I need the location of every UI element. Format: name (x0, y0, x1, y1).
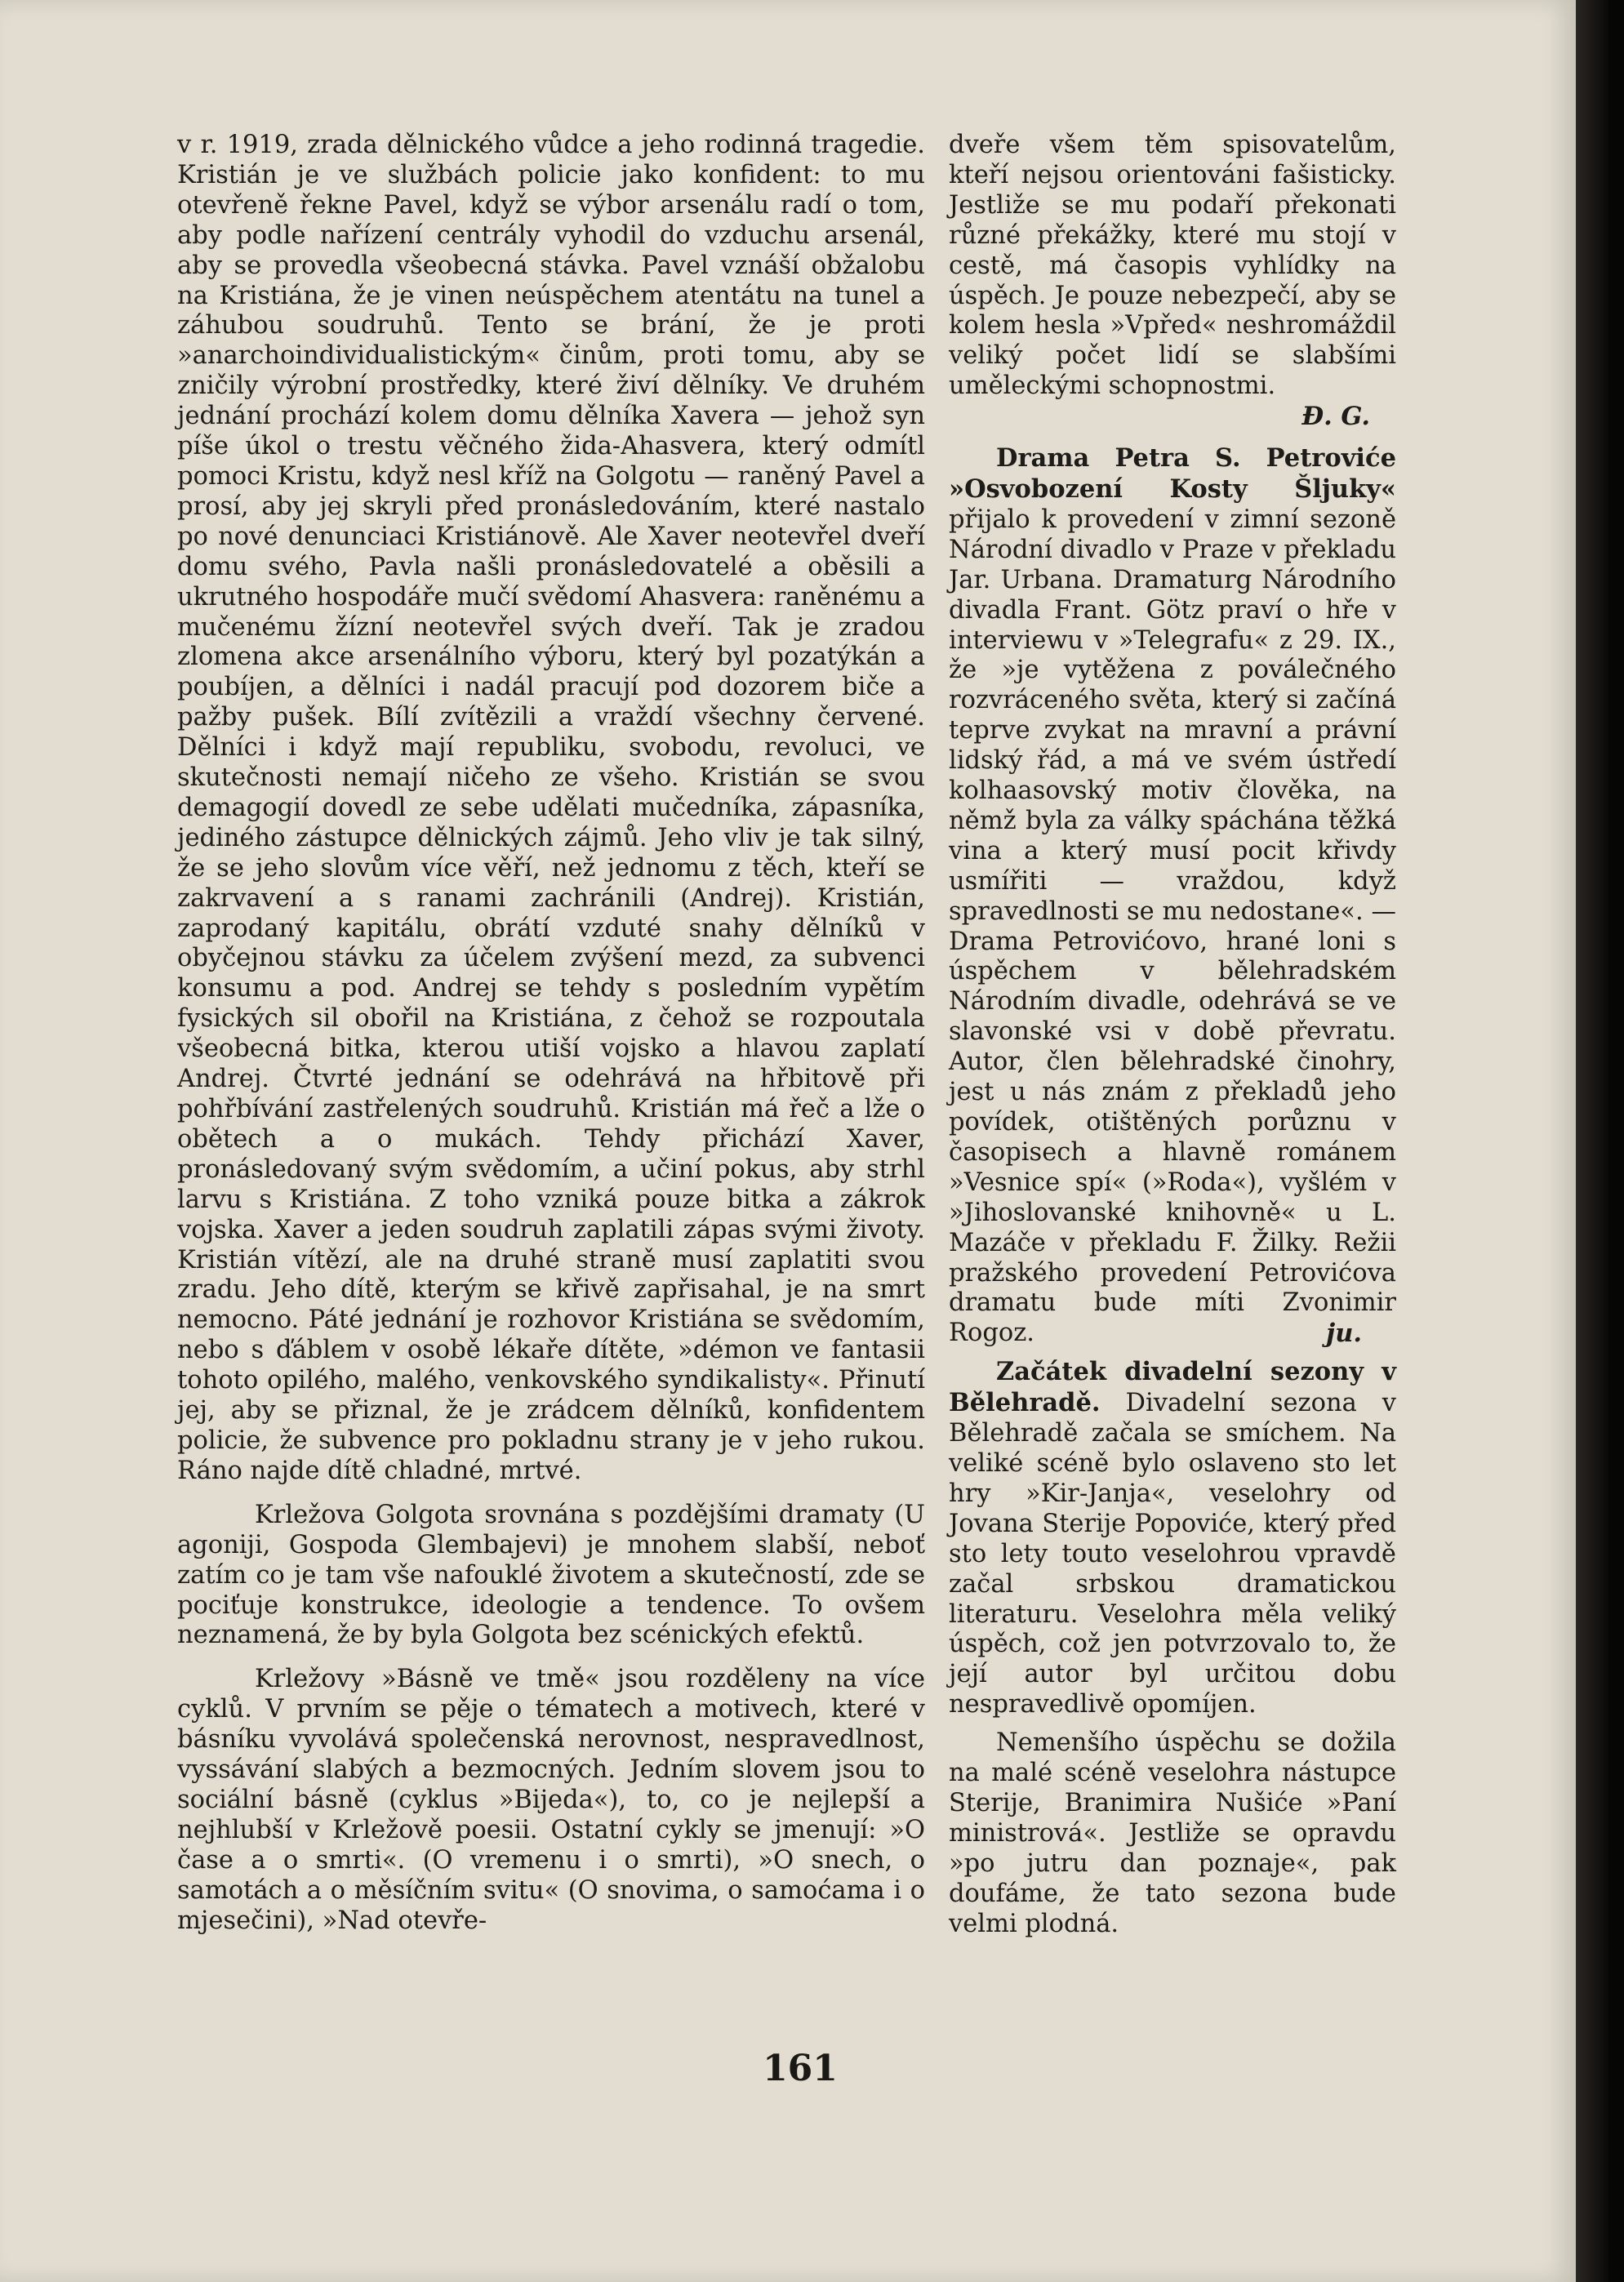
left-paragraph-3: Krležovy »Básně ve tmě« jsou rozděleny na více cyklů. V prvním se pěje o tématech a motivech, které v básníku vyvolává společenská nerovnost, nespravedlnost, vyssávání slabých a bezmocných. Jedním slovem jsou to sociální básně (cyklus »Bijeda«), to, co je nejlepší a nejhlubší v Krležově poesii. Ostatní cykly se jmenují: »O čase a o smrti«. (O vremenu i o smrti), »O snech, o samotách a o měsíčním svitu« (O snovima, o samoćama i o mjesečini), »Nad otevře- (177, 1665, 925, 1935)
book-edge (1576, 0, 1608, 2282)
signature-dg (949, 402, 1396, 432)
right-text-column (949, 131, 1396, 1939)
left-text-column (177, 131, 925, 1936)
page-number: 161 (763, 2048, 838, 2089)
signature-ju: ju. (1326, 1319, 1362, 1349)
drama-paragraph (949, 443, 1396, 1349)
right-continuation-paragraph: dveře všem těm spisovatelům, kteří nejsou orientováni fašisticky. Jestliže se mu podaří překonati různé překážky, které mu stojí v cestě, má časopis vyhlídky na úspěch. Je pouze nebezpečí, aby se kolem hesla »Vpřed« neshromáždil veliký počet lidí se slabšími uměleckými schopnostmi. (949, 131, 1396, 401)
signature-dg-text: Đ. G. (1301, 402, 1370, 432)
drama-heading: Drama Petra S. Petroviće »Osvobození Kosty Šljuky« (949, 443, 1396, 504)
season-paragraph (949, 1357, 1396, 1720)
final-paragraph: Nemenšího úspěchu se dožila na malé scéně veselohra nástupce Sterije, Branimira Nušiće »Paní ministrová«. Jestliže se opravdu »po jutru dan poznaje«, pak doufáme, že tato sezona bude velmi plodná. (949, 1728, 1396, 1938)
left-paragraph-1: v r. 1919, zrada dělnického vůdce a jeho rodinná tragedie. Kristián je ve službách policie jako konfident: to mu otevřeně řekne Pavel, když se výbor arsenálu radí o tom, aby podle nařízení centrály vyhodil do vzduchu arsenál, aby se provedla všeobecná stávka. Pavel vznáší obžalobu na Kristiána, že je vinen neúspěchem atentátu na tunel a záhubou soudruhů. Tento se brání, že je proti »anarchoindividualistickým« činům, proti tomu, aby se zničily výrobní prostředky, které živí dělníky. Ve druhém jednání prochází kolem domu dělníka Xavera — jehož syn píše úkol o trestu věčného žida-Ahasvera, který odmítl pomoci Kristu, když nesl kříž na Golgotu — raněný Pavel a prosí, aby jej skryli před pronásledováním, které nastalo po nové denunciaci Kristiánově. Ale Xaver neotevřel dveří domu svého, Pavla našli pronásledovatelé a oběsili a ukrutného hospodáře mučí svědomí Ahasvera: raněnému a mučenému žízní neotevřel svých dveří. Tak je zradou zlomena akce arsenálního výboru, který byl pozatýkán a poubíjen, a dělníci i nadál pracují pod dozorem biče a pažby pušek. Bílí zvítězili a vraždí všechny červené. Dělníci i když mají republiku, svobodu, revoluci, ve skutečnosti nemají ničeho ze všeho. Kristián se svou demagogií dovedl ze sebe udělati mučedníka, zápasníka, jediného zástupce dělnických zájmů. Jeho vliv je tak silný, že se jeho slovům více věří, než jednomu z těch, kteří se zakrvavení a s ranami zachránili (Andrej). Kristián, zaprodaný kapitálu, obrátí vzduté snahy dělníků v obyčejnou stávku za účelem zvýšení mezd, za subvenci konsumu a pod. Andrej se tehdy s posledním vypětím fysických sil obořil na Kristiána, z čehož se rozpoutala všeobecná bitka, kterou utiší vojsko a hlavou zaplatí Andrej. Čtvrté jednání se odehrává na hřbitově při pohřbívání zastřelených soudruhů. Kristián má řeč a lže o obětech a o mukách. Tehdy přichází Xaver, pronásledovaný svým svědomím, a učiní pokus, aby strhl larvu s Kristiána. Z toho vzniká pouze bitka a zákrok vojska. Xaver a jeden soudruh zaplatili zápas svými životy. Kristián vítězí, ale na druhé straně musí zaplatiti svou zradu. Jeho dítě, kterým se křivě zapřisahal, je na smrt nemocno. Páté jednání je rozhovor Kristiána se svědomím, nebo s ďáblem v osobě lékaře dítěte, »démon ve fantasii tohoto opilého, malého, venkovského syndikalisty«. Přinutí jej, aby se přiznal, že je zrádcem dělníků, konfidentem policie, že subvence pro pokladnu strany je v jeho rukou. Ráno najde dítě chladné, mrtvé. (177, 131, 925, 1485)
season-heading: Začátek divadelní sezony v Bělehradě. (949, 1357, 1396, 1418)
left-paragraph-2: Krležova Golgota srovnána s pozdějšími dramaty (U agoniji, Gospoda Glembajevi) je mnohem slabší, neboť zatím co je tam vše nafouklé životem a skutečností, zde se pociťuje konstrukce, ideologie a tendence. To ovšem neznamená, že by byla Golgota bez scénických efektů. (177, 1500, 925, 1650)
drama-body: přijalo k provedení v zimní sezoně Národní divadlo v Praze v překladu Jar. Urbana. Dramaturg Národního divadla Frant. Götz praví o hře v interviewu v »Telegrafu« z 29. IX., že »je vytěžena z poválečného rozvráceného světa, který si začíná teprve zvykat na mravní a právní lidský řád, a má ve svém ústředí kolhaasovský motiv člověka, na němž byla za války spáchána těžká vina a který musí pocit křivdy usmířiti — vraždou, když spravedlnosti se mu nedostane«. — Drama Petrovićovo, hrané loni s úspěchem v bělehradském Národním divadle, odehrává se ve slavonské vsi v době převratu. Autor, člen bělehradské činohry, jest u nás znám z překladů jeho povídek, otištěných porůznu v časopisech a hlavně románem »Vesnice spí« (»Roda«), vyšlém v »Jihoslovanské knihovně« u L. Mazáče v překladu F. Žilky. Režii pražského provedení Petrovićova dramatu bude míti Zvonimir Rogoz. (949, 505, 1396, 1348)
season-body: Divadelní sezona v Bělehradě začala se smíchem. Na veliké scéně bylo oslaveno sto let hry »Kir-Janja«, veselohry od Jovana Sterije Popoviće, který před sto lety touto veselohrou vpravdě začal srbskou dramatickou literaturu. Veselohra měla veliký úspěch, což jen potvrzovalo to, že její autor byl určitou dobu nespravedlivě opomíjen. (949, 1389, 1396, 1719)
